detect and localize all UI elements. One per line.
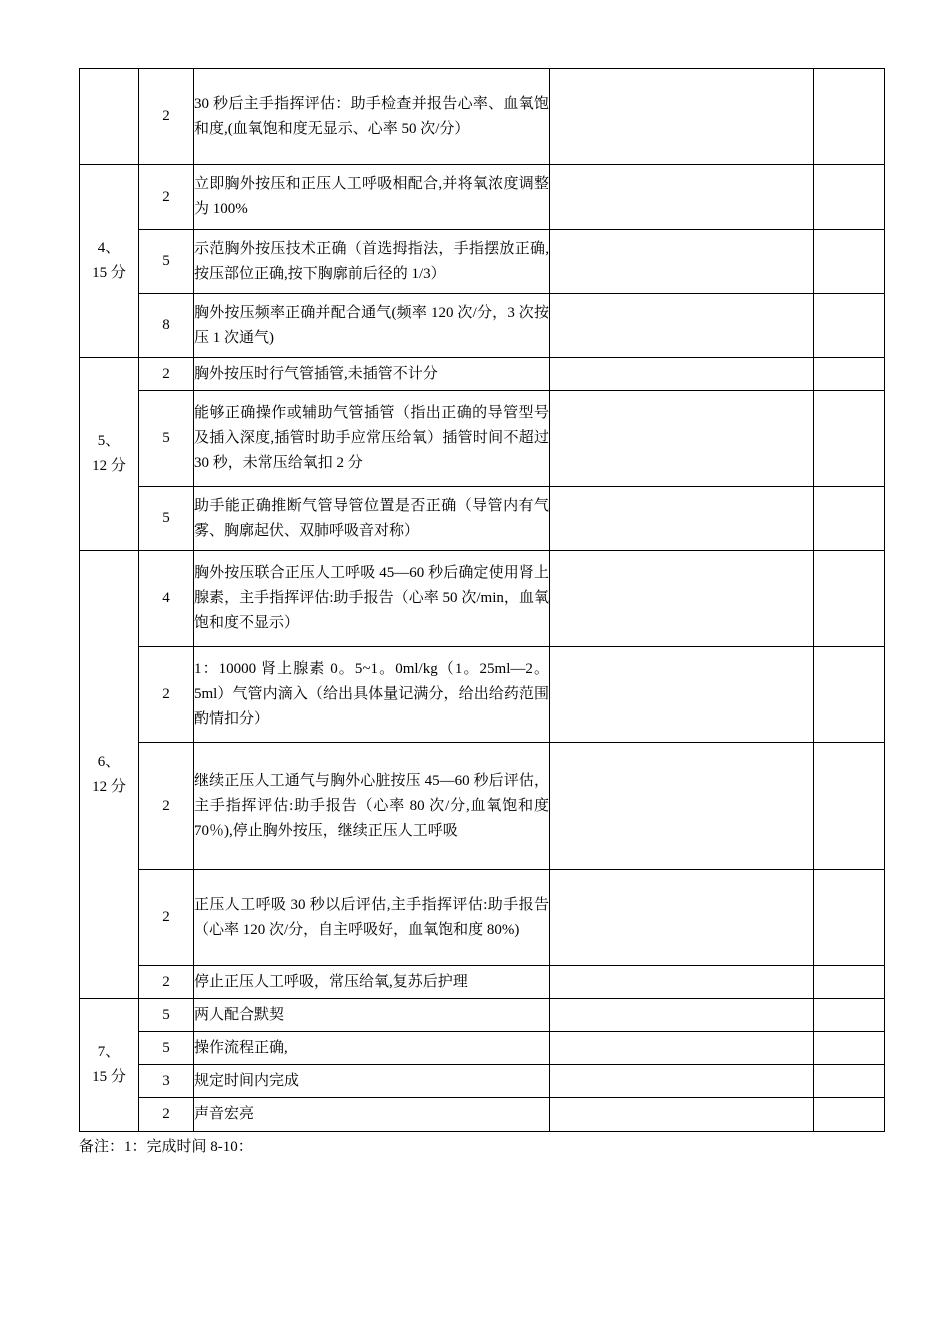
table-row [80,1098,885,1132]
score-cell [550,230,814,294]
points-cell: 2 [139,870,194,966]
remark-cell [814,69,885,165]
table-row [80,647,885,743]
remark-cell [814,358,885,391]
score-cell [550,647,814,743]
remark-cell [814,743,885,870]
section-number: 6、 [97,753,121,770]
description-cell: 1：10000 肾上腺素 0。5~1。0ml/kg（1。25ml—2。5ml）气管内滴入（给出具体量记满分，给出给药范围酌情扣分） [194,647,550,743]
remark-cell [814,294,885,358]
remark-cell [814,165,885,230]
points-cell: 4 [139,551,194,647]
table-row [80,1032,885,1065]
remark-cell [814,391,885,487]
points-cell: 3 [139,1065,194,1098]
description-cell: 30 秒后主手指挥评估：助手检查并报告心率、血氧饱和度,(血氧饱和度无显示、心率 50 次/分） [194,69,550,165]
remark-cell [814,1032,885,1065]
description-cell: 助手能正确推断气管导管位置是否正确（导管内有气雾、胸廓起伏、双肺呼吸音对称） [194,487,550,551]
table-row [80,1065,885,1098]
points-cell: 2 [139,69,194,165]
table-row [80,999,885,1032]
description-cell: 胸外按压频率正确并配合通气(频率 120 次/分，3 次按压 1 次通气) [194,294,550,358]
points-cell: 2 [139,647,194,743]
footnote: 备注：1：完成时间 8-10： [79,1139,253,1155]
score-cell [550,358,814,391]
section-score: 15 分 [92,265,126,281]
section-number: 7、 [97,1044,121,1060]
table-row [80,391,885,487]
score-cell [550,743,814,870]
score-cell [550,294,814,358]
score-cell [550,870,814,966]
table-row [80,743,885,870]
section-cell [80,165,139,358]
points-cell: 2 [139,966,194,999]
table-row [80,358,885,391]
description-cell: 胸外按压时行气管插管,未插管不计分 [194,358,550,391]
table-row [80,294,885,358]
score-cell [550,1032,814,1065]
remark-cell [814,1098,885,1132]
score-cell [550,69,814,165]
table-row [80,165,885,230]
table-row [80,487,885,551]
section-cell [80,69,139,165]
points-cell: 2 [139,1098,194,1132]
score-cell [550,551,814,647]
table-row [80,870,885,966]
section-cell [80,999,139,1132]
section-score: 12 分 [92,778,126,795]
description-cell: 继续正压人工通气与胸外心脏按压 45—60 秒后评估，主手指挥评估:助手报告（心率 80 次/分,血氧饱和度 70％),停止胸外按压，继续正压人工呼吸 [194,743,550,870]
points-cell: 2 [139,358,194,391]
points-cell: 2 [139,165,194,230]
section-cell [80,551,139,999]
score-cell [550,165,814,230]
table-row [80,551,885,647]
description-cell: 规定时间内完成 [194,1065,550,1098]
table-row [80,69,885,165]
description-cell: 操作流程正确, [194,1032,550,1065]
scoring-table [79,68,885,1132]
points-cell: 5 [139,1032,194,1065]
score-cell [550,487,814,551]
points-cell: 5 [139,999,194,1032]
table-row [80,230,885,294]
remark-cell [814,551,885,647]
score-cell [550,1098,814,1132]
table-row [80,966,885,999]
remark-cell [814,966,885,999]
description-cell: 停止正压人工呼吸，常压给氧,复苏后护理 [194,966,550,999]
section-score: 15 分 [92,1069,126,1085]
section-score: 12 分 [92,458,126,474]
points-cell: 5 [139,230,194,294]
description-cell: 两人配合默契 [194,999,550,1032]
points-cell: 5 [139,391,194,487]
remark-cell [814,647,885,743]
description-cell: 胸外按压联合正压人工呼吸 45—60 秒后确定使用肾上腺素，主手指挥评估:助手报告（心率 50 次/min，血氧饱和度不显示） [194,551,550,647]
score-cell [550,999,814,1032]
score-cell [550,966,814,999]
section-number: 5、 [97,433,121,449]
remark-cell [814,1065,885,1098]
points-cell: 2 [139,743,194,870]
description-cell: 立即胸外按压和正压人工呼吸相配合,并将氧浓度调整为 100% [194,165,550,230]
remark-cell [814,870,885,966]
remark-cell [814,999,885,1032]
remark-cell [814,487,885,551]
description-cell: 正压人工呼吸 30 秒以后评估,主手指挥评估:助手报告（心率 120 次/分，自主呼吸好，血氧饱和度 80%) [194,870,550,966]
section-number: 4、 [97,240,121,256]
description-cell: 能够正确操作或辅助气管插管（指出正确的导管型号及插入深度,插管时助手应常压给氧）插管时间不超过 30 秒，未常压给氧扣 2 分 [194,391,550,487]
description-cell: 声音宏亮 [194,1098,550,1132]
remark-cell [814,230,885,294]
score-cell [550,391,814,487]
description-cell: 示范胸外按压技术正确（首选拇指法，手指摆放正确,按压部位正确,按下胸廓前后径的 1/3） [194,230,550,294]
section-cell [80,358,139,551]
score-cell [550,1065,814,1098]
points-cell: 5 [139,487,194,551]
points-cell: 8 [139,294,194,358]
